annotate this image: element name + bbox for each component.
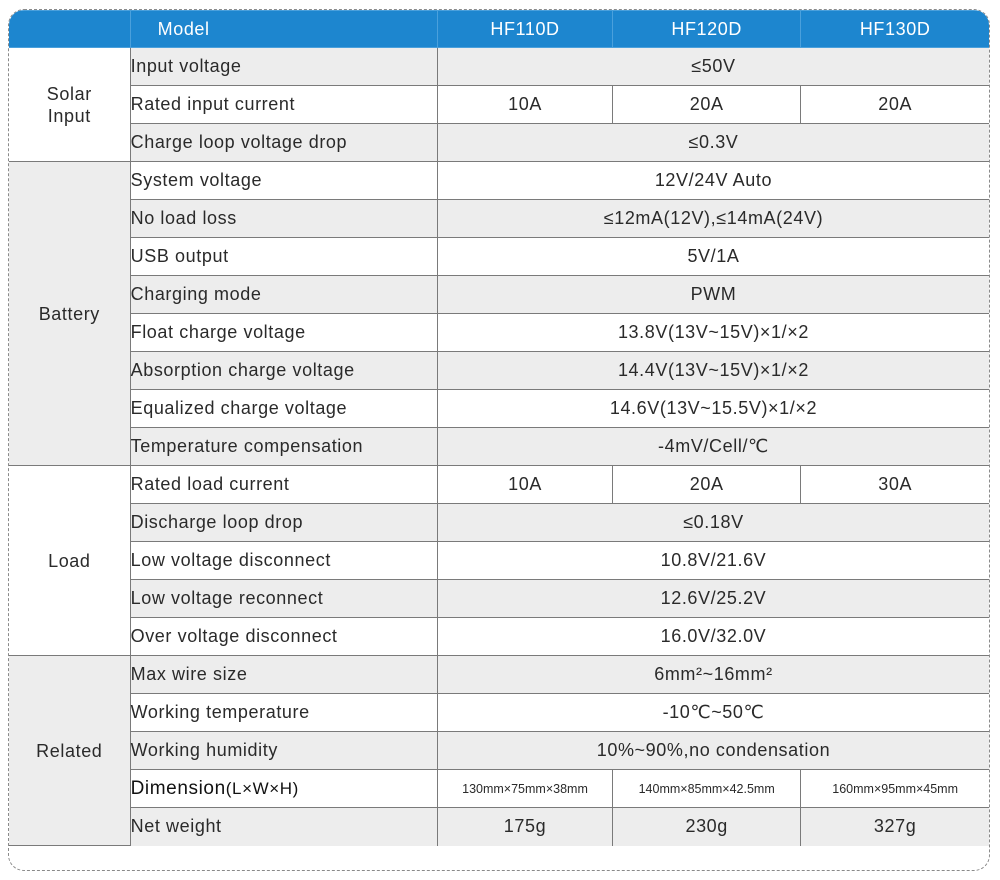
table-row xyxy=(9,694,989,732)
dimension-unit-label: (L×W×H) xyxy=(225,778,299,798)
row-value: 5V/1A xyxy=(437,238,989,276)
spec-table xyxy=(9,10,989,846)
table-row xyxy=(9,732,989,770)
row-label: Temperature compensation xyxy=(130,428,437,466)
row-value-hf130d: 20A xyxy=(801,86,989,124)
row-value: ≤50V xyxy=(437,48,989,86)
row-label: Absorption charge voltage xyxy=(130,352,437,390)
row-value-hf110d: 10A xyxy=(437,466,612,504)
dimension-label: Dimension xyxy=(130,777,226,799)
row-value-hf130d: 327g xyxy=(801,808,989,846)
row-label: No load loss xyxy=(130,200,437,238)
table-row xyxy=(9,314,989,352)
row-value: 12V/24V Auto xyxy=(437,162,989,200)
row-value: ≤0.18V xyxy=(437,504,989,542)
row-value: 16.0V/32.0V xyxy=(437,618,989,656)
row-label: System voltage xyxy=(130,162,437,200)
group-load: Load xyxy=(9,466,130,656)
row-value: 14.4V(13V~15V)×1/×2 xyxy=(437,352,989,390)
row-label: Equalized charge voltage xyxy=(130,390,437,428)
table-row xyxy=(9,124,989,162)
row-label-dimension xyxy=(130,770,437,808)
table-row xyxy=(9,542,989,580)
table-row xyxy=(9,200,989,238)
table-row xyxy=(9,86,989,124)
row-label: Net weight xyxy=(130,808,437,846)
row-label: Over voltage disconnect xyxy=(130,618,437,656)
table-row xyxy=(9,276,989,314)
table-row xyxy=(9,48,989,86)
row-label: Working temperature xyxy=(130,694,437,732)
row-label: Low voltage disconnect xyxy=(130,542,437,580)
table-row xyxy=(9,770,989,808)
table-row xyxy=(9,808,989,846)
row-label: USB output xyxy=(130,238,437,276)
row-value: -10℃~50℃ xyxy=(437,694,989,732)
row-label: Input voltage xyxy=(130,48,437,86)
row-value: -4mV/Cell/℃ xyxy=(437,428,989,466)
table-row xyxy=(9,162,989,200)
row-label: Rated load current xyxy=(130,466,437,504)
header-model-2: HF120D xyxy=(613,11,801,48)
row-label: Float charge voltage xyxy=(130,314,437,352)
row-label: Rated input current xyxy=(130,86,437,124)
table-row xyxy=(9,580,989,618)
table-row xyxy=(9,618,989,656)
row-value-hf130d: 30A xyxy=(801,466,989,504)
table-row xyxy=(9,466,989,504)
row-value-hf120d: 140mm×85mm×42.5mm xyxy=(613,770,801,808)
row-label: Working humidity xyxy=(130,732,437,770)
group-battery: Battery xyxy=(9,162,130,466)
row-value-hf130d: 160mm×95mm×45mm xyxy=(801,770,989,808)
row-value: 12.6V/25.2V xyxy=(437,580,989,618)
row-value-hf110d: 10A xyxy=(437,86,612,124)
spec-table-frame xyxy=(8,9,990,871)
row-value: 13.8V(13V~15V)×1/×2 xyxy=(437,314,989,352)
group-solar-input: Solar Input xyxy=(9,48,130,162)
row-label: Discharge loop drop xyxy=(130,504,437,542)
header-model-label: Model xyxy=(130,11,437,48)
row-value: 6mm²~16mm² xyxy=(437,656,989,694)
row-value: 10%~90%,no condensation xyxy=(437,732,989,770)
row-value-hf110d: 175g xyxy=(437,808,612,846)
row-value-hf120d: 230g xyxy=(613,808,801,846)
table-row xyxy=(9,428,989,466)
row-value: ≤0.3V xyxy=(437,124,989,162)
row-label: Charging mode xyxy=(130,276,437,314)
header-row xyxy=(9,11,989,48)
row-label: Low voltage reconnect xyxy=(130,580,437,618)
group-related: Related xyxy=(9,656,130,846)
row-value: ≤12mA(12V),≤14mA(24V) xyxy=(437,200,989,238)
table-row xyxy=(9,504,989,542)
header-model-3: HF130D xyxy=(801,11,989,48)
table-row xyxy=(9,390,989,428)
row-value-hf120d: 20A xyxy=(613,466,801,504)
row-label: Charge loop voltage drop xyxy=(130,124,437,162)
header-model-1: HF110D xyxy=(437,11,612,48)
table-row xyxy=(9,238,989,276)
row-value: 14.6V(13V~15.5V)×1/×2 xyxy=(437,390,989,428)
table-row xyxy=(9,352,989,390)
header-corner xyxy=(9,11,130,48)
row-value: PWM xyxy=(437,276,989,314)
row-label: Max wire size xyxy=(130,656,437,694)
row-value-hf110d: 130mm×75mm×38mm xyxy=(437,770,612,808)
row-value: 10.8V/21.6V xyxy=(437,542,989,580)
row-value-hf120d: 20A xyxy=(613,86,801,124)
table-row xyxy=(9,656,989,694)
